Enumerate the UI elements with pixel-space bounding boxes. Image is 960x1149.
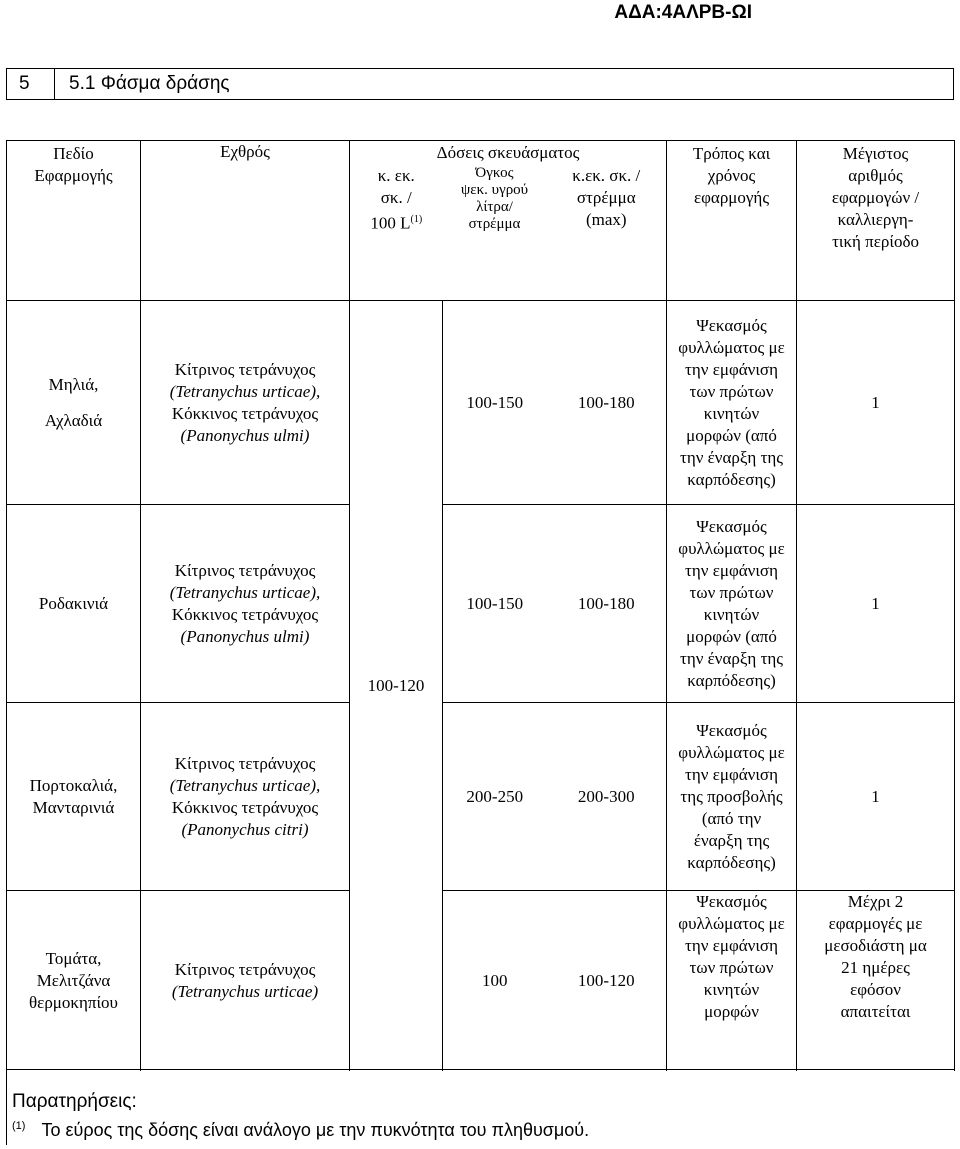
enemy-cell: Κίτρινος τετράνυχος (Tetranychus urticae), Κόκκινος τετράνυχος (Panonychus ulmi) bbox=[141, 505, 350, 703]
enemy-cell: Κίτρινος τετράνυχος (Tetranychus urticae) bbox=[141, 891, 350, 1071]
max-apps-cell: 1 bbox=[797, 505, 955, 703]
volume-cell: 100 bbox=[443, 891, 547, 1071]
header-enemy: Εχθρός bbox=[141, 141, 350, 301]
table-row bbox=[7, 703, 955, 891]
section-number: 5 bbox=[7, 69, 55, 99]
notes-text bbox=[12, 1120, 589, 1141]
dose-max-cell: 100-180 bbox=[547, 301, 667, 505]
header-spray-volume: Όγκος ψεκ. υγρού λίτρα/ στρέμμα bbox=[460, 164, 529, 232]
method-cell: Ψεκασμός φυλλώματος με την εμφάνιση της προσβολής (από την έναρξη της καρπόδεσης) bbox=[667, 703, 797, 891]
dose-max-cell: 100-120 bbox=[547, 891, 667, 1071]
header-dose-per-100l: κ. εκ. σκ. / 100 $L^{(1)}$ bbox=[350, 165, 443, 301]
footnote-text: Το εύρος της δόσης είναι ανάλογο με την πυκνότητα του πληθυσμού. bbox=[41, 1120, 590, 1140]
volume-cell: 100-150 bbox=[443, 505, 547, 703]
notes-title: Παρατηρήσεις: bbox=[12, 1091, 137, 1112]
header-doses: Δόσεις σκευάσματος bbox=[350, 141, 667, 165]
dose-max-cell: 100-180 bbox=[547, 505, 667, 703]
header-field: Πεδίο Εφαρμογής bbox=[7, 141, 141, 301]
enemy-cell: Κίτρινος τετράνυχος (Tetranychus urticae), Κόκκινος τετράνυχος (Panonychus ulmi) bbox=[141, 301, 350, 505]
section-title: 5.1 Φάσμα δράσης bbox=[69, 73, 230, 94]
volume-cell: 200-250 bbox=[443, 703, 547, 891]
footnote-marker: (1) bbox=[12, 1120, 26, 1132]
crop-cell: Μηλιά, Αχλαδιά bbox=[7, 301, 141, 505]
crop-cell: Ροδακινιά bbox=[7, 505, 141, 703]
dose-max-cell: 200-300 bbox=[547, 703, 667, 891]
enemy-cell: Κίτρινος τετράνυχος (Tetranychus urticae), Κόκκινος τετράνυχος (Panonychus citri) bbox=[141, 703, 350, 891]
table-row bbox=[7, 301, 955, 505]
crop-cell: Τομάτα, Μελιτζάνα θερμοκηπίου bbox=[7, 891, 141, 1071]
method-cell: Ψεκασμός φυλλώματος με την εμφάνιση των πρώτων κινητών μορφών bbox=[667, 891, 797, 1071]
action-spectrum-table bbox=[6, 140, 955, 1071]
table-row bbox=[7, 891, 955, 1071]
method-cell: Ψεκασμός φυλλώματος με την εμφάνιση των πρώτων κινητών μορφών (από την έναρξη της καρπόδεσης) bbox=[667, 505, 797, 703]
method-cell: Ψεκασμός φυλλώματος με την εμφάνιση των πρώτων κινητών μορφών (από την έναρξη της καρπόδεσης) bbox=[667, 301, 797, 505]
header-method: Τρόπος και χρόνος εφαρμογής bbox=[667, 141, 797, 301]
max-apps-cell: Μέχρι 2 εφαρμογές με μεσοδιάστη μα 21 ημέρες εφόσον απαιτείται bbox=[797, 891, 955, 1071]
shared-dose-cell: 100-120 bbox=[350, 301, 443, 1071]
header-dose-per-stremma: κ.εκ. σκ. / στρέμμα (max) bbox=[547, 165, 667, 301]
crop-cell: Πορτοκαλιά, Μανταρινιά bbox=[7, 703, 141, 891]
volume-cell: 100-150 bbox=[443, 301, 547, 505]
max-apps-cell: 1 bbox=[797, 703, 955, 891]
ada-code: ΑΔΑ:4ΑΛΡΒ-ΩΙ bbox=[614, 2, 752, 23]
max-apps-cell: 1 bbox=[797, 301, 955, 505]
table-row bbox=[7, 505, 955, 703]
section-bar bbox=[6, 68, 954, 100]
header-max-apps: Μέγιστος αριθμός εφαρμογών / καλλιεργη-τική περίοδο bbox=[797, 141, 955, 301]
